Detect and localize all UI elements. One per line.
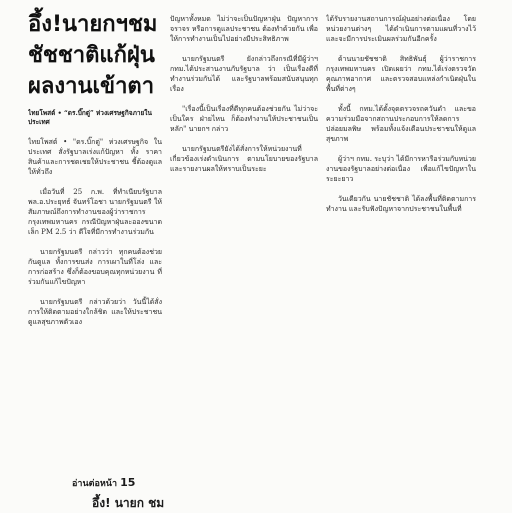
paragraph: ไทยโพสต์ • "ดร.บิ๊กตู่" ห่วงเศรษฐกิจ ในประเทศ สั่งรัฐบาลเร่งแก้ปัญหา ทั้ง ราคาสินค้าและการชดเชยให้ประชาชน ชี้ต้องดูแลให้ทั่วถึง bbox=[28, 138, 162, 176]
article-column-2 bbox=[170, 0, 318, 512]
paragraph: ได้รับรายงานสถานการณ์ฝุ่นอย่างต่อเนื่อง โดยหน่วยงานต่างๆ ได้ดำเนินการตามแผนที่วางไว้ และจะมีการประเมินผลร่วมกันอีกครั้ง bbox=[326, 15, 476, 43]
paragraph: ปัญหาทั้งหมด ไม่ว่าจะเป็นปัญหาฝุ่น ปัญหาการจราจร หรือการดูแลประชาชน ต้องทำด้วยกัน เพื่อให้การทำงานเป็นไปอย่างมีประสิทธิภาพ bbox=[170, 15, 318, 43]
article-column-1 bbox=[28, 0, 165, 512]
paragraph: นายกรัฐมนตรี ยังกล่าวถึงกรณีที่มีผู้ว่าฯ กทม.ได้ประสานงานกับรัฐบาล ว่า เป็นเรื่องดีที่ทำงานร่วมกันได้ และรัฐบาลพร้อมสนับสนุนทุกเรื่อง bbox=[170, 55, 318, 93]
paragraph: วันเดียวกัน นายชัชชาติ ได้ลงพื้นที่ติดตามการทำงาน และรับฟังปัญหาจากประชาชนในพื้นที่ bbox=[326, 195, 476, 213]
headline-line-1: อึ้ง!นายกฯชม bbox=[28, 12, 158, 37]
paragraph: นายกรัฐมนตรี กล่าวด้วยว่า วันนี้ได้สั่งการให้ติดตามอย่างใกล้ชิด และให้ประชาชนดูแลสุขภาพตัวเอง bbox=[28, 298, 162, 326]
paragraph: เมื่อวันที่ 25 ก.พ. ที่ทำเนียบรัฐบาล พล.อ.ประยุทธ์ จันทร์โอชา นายกรัฐมนตรี ให้สัมภาษณ์ถึงการทำงานของผู้ว่าราชการกรุงเทพมหานคร กรณีปัญหาฝุ่นละอองขนาดเล็ก PM 2.5 ว่า ดีใจที่มีการทำงานร่วมกัน bbox=[28, 188, 162, 236]
paragraph: ผู้ว่าฯ กทม. ระบุว่า ได้มีการหารือร่วมกับหน่วยงานของรัฐบาลอย่างต่อเนื่อง เพื่อแก้ไขปัญหาในระยะยาว bbox=[326, 155, 476, 183]
paragraph: นายกรัฐมนตรี กล่าวว่า ทุกคนต้องช่วยกันดูแล ทั้งการขนส่ง การเผาในที่โล่ง และการก่อสร้าง ซึ่งก็ต้องขอบคุณทุกหน่วยงาน ที่ร่วมกันแก้ไขปัญหา bbox=[28, 248, 162, 286]
footer-title: อึ้ง! นายก ชม bbox=[92, 496, 165, 510]
headline-line-3: ผลงานเข้าตา bbox=[28, 74, 155, 99]
headline-line-2: ชัชชาติแก้ฝุ่น bbox=[28, 43, 155, 68]
paragraph: "เรื่องนี้เป็นเรื่องที่ดีทุกคนต้องช่วยกัน ไม่ว่าจะเป็นใคร ฝ่ายไหน ก็ต้องทำงานให้ประชาชนเป็นหลัก" นายกฯ กล่าว bbox=[170, 105, 318, 133]
byline: ไทยโพสต์ • “ดร.บิ๊กตู่” ห่วงเศรษฐกิจภายในประเทศ bbox=[28, 109, 152, 126]
paragraph: ทั้งนี้ กทม.ได้ตั้งจุดตรวจรถควันดำ และขอความร่วมมือจากสถานประกอบการให้ลดการปล่อยมลพิษ พร้อมทั้งแจ้งเตือนประชาชนให้ดูแลสุขภาพ bbox=[326, 105, 476, 143]
continued-label: อ่านต่อหน้า bbox=[72, 479, 117, 489]
paragraph: ด้านนายชัชชาติ สิทธิพันธุ์ ผู้ว่าราชการกรุงเทพมหานคร เปิดเผยว่า กทม.ได้เร่งตรวจวัดคุณภาพอากาศ และตรวจสอบแหล่งกำเนิดฝุ่นในพื้นที่ต่างๆ bbox=[326, 55, 476, 93]
continued-page: 15 bbox=[120, 476, 136, 489]
headline bbox=[28, 12, 162, 99]
paragraph: นายกรัฐมนตรียังได้สั่งการให้หน่วยงานที่เกี่ยวข้องเร่งดำเนินการ ตามนโยบายของรัฐบาล และรายงานผลให้ทราบเป็นระยะ bbox=[170, 145, 318, 173]
continued-notice bbox=[72, 476, 135, 490]
article-column-3 bbox=[326, 0, 476, 512]
